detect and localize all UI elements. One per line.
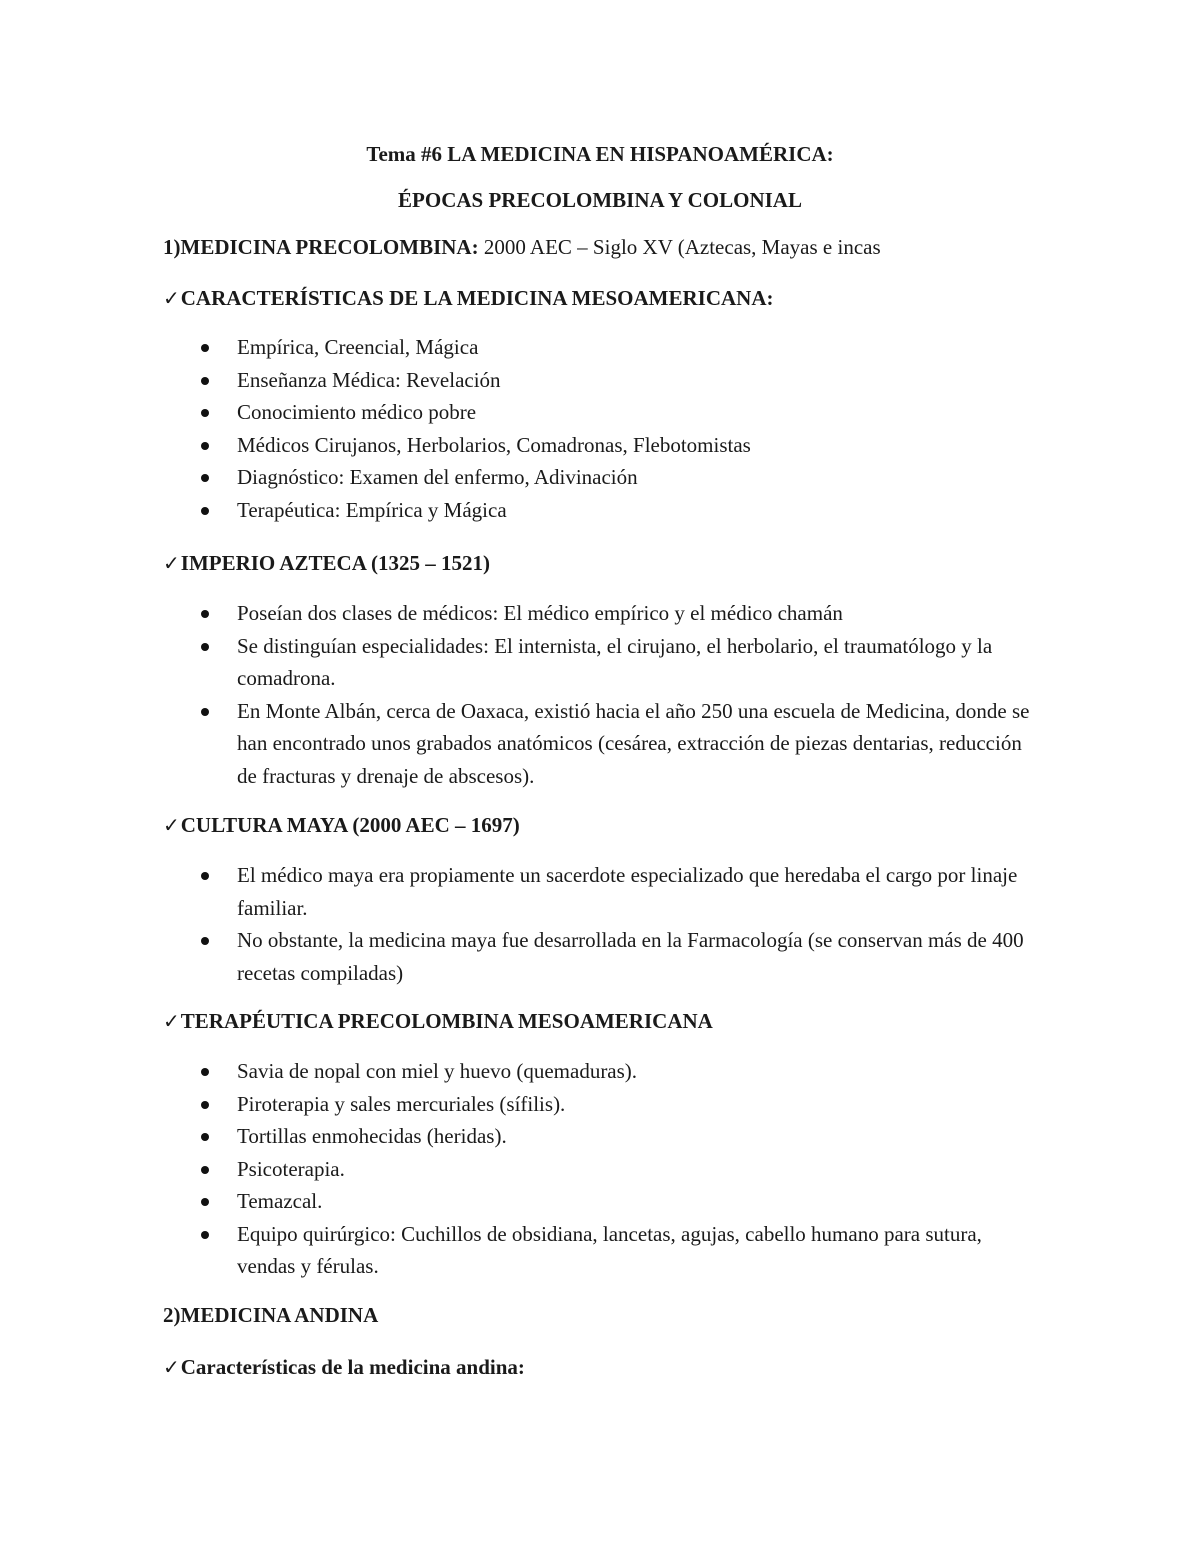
bullet-icon	[201, 507, 209, 515]
subheading-caracteristicas	[163, 284, 774, 312]
subheading-text: Características de la medicina andina:	[180, 1355, 525, 1379]
bullet-icon	[201, 442, 209, 450]
list-item	[0, 1185, 1037, 1218]
list-item	[0, 364, 1037, 397]
subheading-text: CARACTERÍSTICAS DE LA MEDICINA MESOAMERICANA:	[180, 286, 774, 310]
list-item	[0, 331, 1037, 364]
list-item	[0, 1153, 1037, 1186]
list-item-text: Temazcal.	[237, 1189, 323, 1213]
subheading-text: IMPERIO AZTECA (1325 – 1521)	[180, 551, 490, 575]
document-subtitle: ÉPOCAS PRECOLOMBINA Y COLONIAL	[398, 188, 802, 212]
list-item-text: En Monte Albán, cerca de Oaxaca, existió hacia el año 250 una escuela de Medicina, donde se han encontrado unos grabados anatómicos (cesárea, extracción de piezas dentarias, reducción de fracturas y drenaje de abscesos).	[237, 698, 1030, 788]
check-icon: ✓	[163, 813, 180, 837]
section-heading-precolombina	[163, 233, 881, 261]
list-item	[0, 924, 1037, 989]
subheading-andina	[163, 1353, 525, 1381]
bullet-icon	[201, 708, 209, 716]
bullet-icon	[201, 377, 209, 385]
list-item-text: Poseían dos clases de médicos: El médico empírico y el médico chamán	[237, 601, 843, 625]
list-item-text: Terapéutica: Empírica y Mágica	[237, 497, 507, 522]
bullet-icon	[201, 1133, 209, 1141]
section-heading-bold: 1)MEDICINA PRECOLOMBINA:	[163, 235, 479, 259]
subheading-text: TERAPÉUTICA PRECOLOMBINA MESOAMERICANA	[180, 1009, 713, 1033]
azteca-list	[0, 597, 1037, 792]
list-item-text: Savia de nopal con miel y huevo (quemaduras).	[237, 1059, 638, 1083]
subheading-maya	[163, 811, 520, 839]
section-heading-andina	[163, 1301, 378, 1329]
bullet-icon	[201, 1068, 209, 1076]
list-item	[0, 859, 1037, 924]
bullet-icon	[201, 1166, 209, 1174]
bullet-icon	[201, 474, 209, 482]
check-icon: ✓	[163, 286, 180, 310]
maya-list	[0, 859, 1037, 989]
subheading-text: CULTURA MAYA (2000 AEC – 1697)	[180, 813, 520, 837]
document-title: Tema #6 LA MEDICINA EN HISPANOAMÉRICA:	[366, 142, 834, 166]
section-heading-bold: 2)MEDICINA ANDINA	[163, 1303, 379, 1327]
list-item	[0, 597, 1037, 630]
terapeutica-list	[0, 1055, 1037, 1283]
bullet-icon	[201, 872, 209, 880]
list-item	[0, 1218, 1037, 1283]
check-icon: ✓	[163, 551, 180, 575]
list-item	[0, 396, 1037, 429]
bullet-icon	[201, 409, 209, 417]
list-item-text: Psicoterapia.	[237, 1156, 345, 1181]
list-item	[0, 695, 1037, 793]
list-item	[0, 429, 1037, 462]
list-item-text: Diagnóstico: Examen del enfermo, Adivinación	[237, 465, 638, 489]
bullet-icon	[201, 1101, 209, 1109]
list-item	[0, 1120, 1037, 1153]
list-item-text: Enseñanza Médica: Revelación	[237, 367, 501, 392]
subheading-terapeutica	[163, 1007, 713, 1035]
check-icon: ✓	[163, 1355, 180, 1379]
list-item-text: Equipo quirúrgico: Cuchillos de obsidiana, lancetas, agujas, cabello humano para sutura, vendas y férulas.	[237, 1221, 982, 1278]
list-item-text: Se distinguían especialidades: El internista, el cirujano, el herbolario, el traumatólogo y la comadrona.	[237, 633, 993, 690]
bullet-icon	[201, 1231, 209, 1239]
bullet-icon	[201, 610, 209, 618]
list-item-text: Conocimiento médico pobre	[237, 400, 477, 424]
bullet-icon	[201, 643, 209, 651]
bullet-icon	[201, 344, 209, 352]
list-item-text: Empírica, Creencial, Mágica	[237, 335, 479, 359]
list-item-text: Tortillas enmohecidas (heridas).	[237, 1124, 507, 1148]
list-item-text: Médicos Cirujanos, Herbolarios, Comadronas, Flebotomistas	[237, 432, 751, 457]
subheading-azteca	[163, 549, 490, 577]
list-item	[0, 1055, 1037, 1088]
bullet-icon	[201, 937, 209, 945]
section-heading-rest: 2000 AEC – Siglo XV (Aztecas, Mayas e incas	[478, 235, 881, 259]
list-item	[0, 1088, 1037, 1121]
list-item-text: No obstante, la medicina maya fue desarrollada en la Farmacología (se conservan más de 400 recetas compiladas)	[237, 928, 1024, 985]
list-item-text: Piroterapia y sales mercuriales (sífilis).	[237, 1091, 566, 1116]
list-item	[0, 494, 1037, 527]
list-item	[0, 461, 1037, 494]
list-item-text: El médico maya era propiamente un sacerdote especializado que heredaba el cargo por linaje familiar.	[237, 863, 1018, 920]
bullet-icon	[201, 1198, 209, 1206]
check-icon: ✓	[163, 1009, 180, 1033]
caracteristicas-list	[0, 331, 1037, 526]
list-item	[0, 630, 1037, 695]
